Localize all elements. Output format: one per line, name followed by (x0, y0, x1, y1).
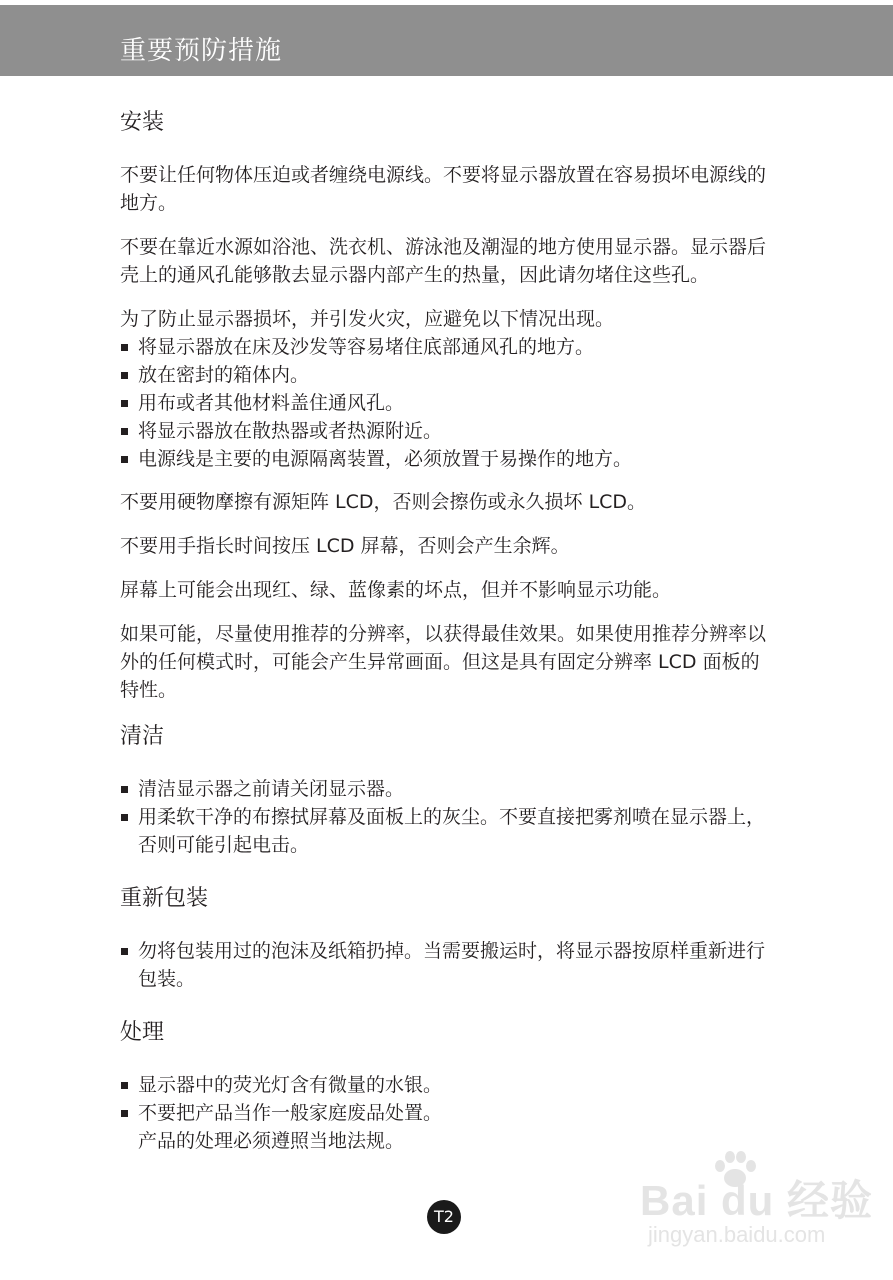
document-body (120, 106, 780, 1155)
bullet-square-icon (121, 400, 128, 407)
watermark-url: jingyan.baidu.com (648, 1222, 826, 1247)
list-item: 用布或者其他材料盖住通风孔。 (120, 389, 772, 417)
list-item: 显示器中的荧光灯含有微量的水银。 (120, 1071, 772, 1099)
bullet-square-icon (121, 1110, 128, 1117)
watermark-logo-text: Bai du 经验 (640, 1177, 874, 1224)
install-paragraph-5: 不要用手指长时间按压 LCD 屏幕，否则会产生余辉。 (120, 535, 570, 557)
install-bullet-list (120, 333, 780, 473)
list-item: 电源线是主要的电源隔离装置，必须放置于易操作的地方。 (120, 445, 772, 473)
list-item: 清洁显示器之前请关闭显示器。 (120, 775, 772, 803)
section-heading-disposal: 处理 (120, 1020, 165, 1045)
list-item: 将显示器放在散热器或者热源附近。 (120, 417, 772, 445)
bullet-square-icon (121, 428, 128, 435)
bullet-square-icon (121, 1082, 128, 1089)
baidu-jingyan-watermark (640, 1150, 874, 1250)
install-paragraph-6: 屏幕上可能会出现红、绿、蓝像素的坏点，但并不影响显示功能。 (120, 579, 672, 601)
disposal-extra-line: 产品的处理必须遵照当地法规。 (138, 1130, 405, 1152)
list-item: 将显示器放在床及沙发等容易堵住底部通风孔的地方。 (120, 333, 772, 361)
install-paragraph-4: 不要用硬物摩擦有源矩阵 LCD，否则会擦伤或永久损坏 LCD。 (120, 491, 647, 513)
page-number-badge: T2 (427, 1200, 461, 1234)
section-heading-install: 安装 (120, 110, 165, 135)
cleaning-bullet-list (120, 775, 780, 859)
bullet-square-icon (121, 786, 128, 793)
repacking-bullet-list (120, 937, 780, 993)
section-heading-cleaning: 清洁 (120, 724, 165, 749)
disposal-bullet-list (120, 1071, 780, 1127)
bullet-square-icon (121, 372, 128, 379)
bullet-square-icon (121, 456, 128, 463)
bullet-square-icon (121, 344, 128, 351)
install-paragraph-2: 不要在靠近水源如浴池、洗衣机、游泳池及潮湿的地方使用显示器。显示器后壳上的通风孔能够散去显示器内部产生的热量，因此请勿堵住这些孔。 (120, 236, 767, 286)
list-item: 不要把产品当作一般家庭废品处置。 (120, 1099, 772, 1127)
list-item: 放在密封的箱体内。 (120, 361, 772, 389)
page-title: 重要预防措施 (120, 36, 283, 66)
bullet-square-icon (121, 814, 128, 821)
list-item: 用柔软干净的布擦拭屏幕及面板上的灰尘。不要直接把雾剂喷在显示器上，否则可能引起电击。 (120, 803, 772, 859)
install-paragraph-7: 如果可能，尽量使用推荐的分辨率，以获得最佳效果。如果使用推荐分辨率以外的任何模式时，可能会产生异常画面。但这是具有固定分辨率 LCD 面板的特性。 (120, 623, 767, 701)
install-paragraph-1: 不要让任何物体压迫或者缠绕电源线。不要将显示器放置在容易损坏电源线的地方。 (120, 164, 767, 214)
list-item: 勿将包装用过的泡沫及纸箱扔掉。当需要搬运时，将显示器按原样重新进行包装。 (120, 937, 772, 993)
install-paragraph-3: 为了防止显示器损坏，并引发火灾，应避免以下情况出现。 (120, 308, 615, 330)
bullet-square-icon (121, 948, 128, 955)
section-heading-repacking: 重新包装 (120, 886, 209, 911)
